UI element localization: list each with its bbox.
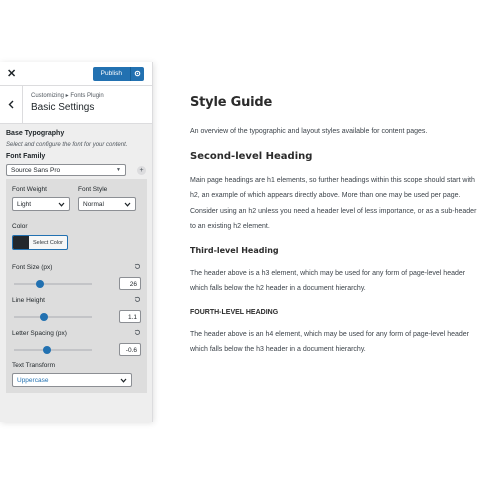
line-height-input[interactable]: 1.1	[119, 310, 141, 323]
font-size-input[interactable]: 26	[119, 277, 141, 290]
color-label: Color	[12, 223, 28, 230]
select-color-label: Select Color	[33, 239, 63, 246]
chevron-down-icon: ▼	[116, 167, 121, 173]
publish-group	[93, 67, 144, 81]
text-transform-label: Text Transform	[12, 362, 55, 369]
breadcrumb: Customizing ▸ Fonts Plugin	[31, 93, 104, 99]
font-style-label: Font Style	[78, 186, 108, 193]
chevron-down-icon	[58, 200, 65, 209]
color-swatch	[13, 235, 29, 250]
paragraph: The header above is a h3 element, which may be used for any form of page-level header which falls below the h2 header in a document hierarchy.	[190, 270, 466, 293]
chevron-left-icon	[8, 98, 14, 112]
typography-options	[6, 179, 147, 393]
intro-text: An overview of the typographic and layout styles available for content pages.	[190, 128, 428, 135]
control-description: Select and configure the font for your content.	[6, 142, 128, 148]
controls-area	[0, 124, 152, 393]
line-height-slider[interactable]	[14, 316, 92, 318]
font-family-value: Source Sans Pro	[11, 166, 61, 174]
font-weight-value: Light	[17, 200, 32, 208]
control-title: Base Typography	[6, 130, 65, 137]
text-transform-value: Uppercase	[17, 376, 49, 384]
letter-spacing-slider[interactable]	[14, 349, 92, 351]
letter-spacing-label: Letter Spacing (px)	[12, 330, 67, 337]
reset-icon[interactable]	[134, 263, 141, 272]
reset-icon[interactable]	[134, 329, 141, 338]
section-header	[0, 86, 152, 124]
heading-h2: Second-level Heading	[190, 151, 313, 162]
customizer-topbar	[0, 62, 152, 86]
letter-spacing-input[interactable]: -0.6	[119, 343, 141, 356]
font-family-select[interactable]	[6, 164, 126, 176]
font-weight-label: Font Weight	[12, 186, 47, 193]
slider-handle[interactable]	[36, 280, 44, 288]
heading-h4: FOURTH-LEVEL HEADING	[190, 308, 279, 316]
slider-handle[interactable]	[40, 313, 48, 321]
expand-options-icon[interactable]: +	[137, 166, 146, 175]
customizer-panel	[0, 62, 153, 422]
publish-button[interactable]: Publish	[93, 67, 130, 81]
paragraph: Main page headings are h1 elements, so further headings within this scope should start with h2, an example of which appears directly above. More than one may be used per page. Consider using an h2 unless you need a header level of less importance, or as a sub-header to an existing h2 element.	[190, 177, 477, 230]
line-height-label: Line Height	[12, 297, 45, 304]
page-title: Style Guide	[190, 95, 273, 110]
font-size-label: Font Size (px)	[12, 264, 53, 271]
select-color-button[interactable]	[12, 235, 68, 250]
style-guide-preview	[190, 95, 480, 357]
font-style-select[interactable]	[78, 197, 136, 211]
text-transform-select[interactable]	[12, 373, 132, 387]
reset-icon[interactable]	[134, 296, 141, 305]
gear-icon[interactable]	[130, 67, 144, 81]
paragraph: The header above is an h4 element, which may be used for any form of page-level header which falls below the h3 header in a document hierarchy.	[190, 330, 469, 354]
section-title: Basic Settings	[31, 102, 95, 113]
heading-h3: Third-level Heading	[190, 246, 279, 256]
font-weight-select[interactable]	[12, 197, 70, 211]
font-size-slider[interactable]	[14, 283, 92, 285]
back-button[interactable]	[0, 86, 23, 123]
font-family-label: Font Family	[6, 153, 46, 160]
slider-handle[interactable]	[43, 346, 51, 354]
font-style-value: Normal	[83, 200, 104, 208]
chevron-down-icon	[120, 376, 127, 385]
chevron-down-icon	[124, 200, 131, 209]
close-icon[interactable]: ✕	[7, 68, 17, 80]
